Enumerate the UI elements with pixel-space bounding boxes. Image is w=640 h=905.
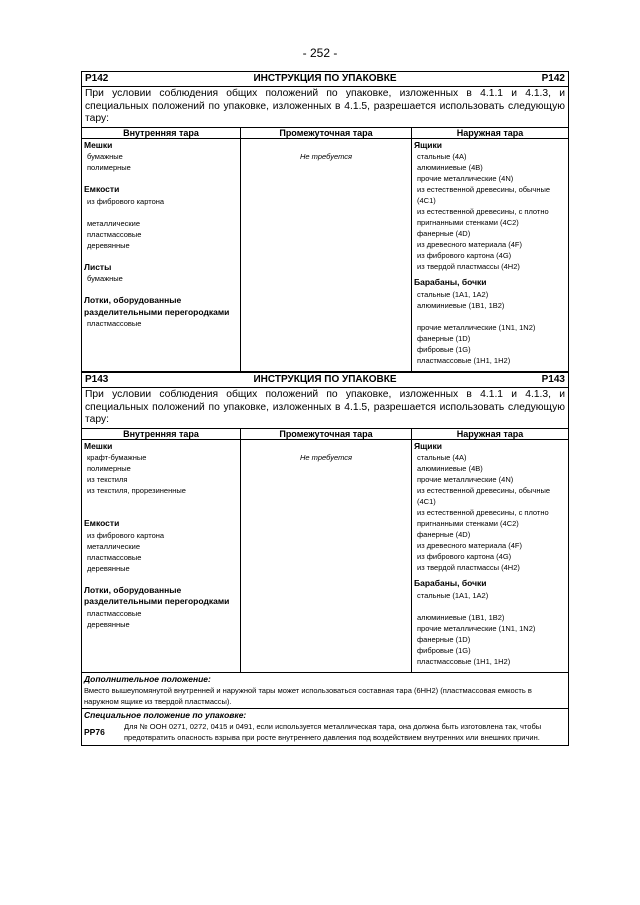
p142-outer-drums: Барабаны, бочки: [414, 277, 487, 287]
list-item: прочие металлические (4N): [417, 174, 514, 183]
page-number: - 252 -: [302, 46, 338, 60]
list-item: из естественной древесины, обычные (4C1): [417, 486, 551, 506]
p142-title: ИНСТРУКЦИЯ ПО УПАКОВКЕ: [253, 73, 397, 84]
list-item: фанерные (4D): [417, 530, 471, 539]
list-item: из естественной древесины, с плотно: [417, 207, 549, 216]
list-item: прочие металлические (1N1, 1N2): [417, 322, 536, 332]
list-item: фибровые (1G): [417, 344, 471, 354]
list-item: пластмассовые (1H1, 1H2): [417, 656, 511, 666]
list-item: пластмассовые: [87, 552, 142, 562]
list-item: из древесного материала (4F): [417, 541, 522, 550]
packing-instruction-p142: [81, 71, 569, 372]
p142-inner-trays-line1: Лотки, оборудованные: [84, 295, 182, 305]
list-item: из фибрового картона (4G): [417, 552, 512, 561]
list-item: металлические: [87, 541, 141, 551]
list-item: пластмассовые: [87, 608, 142, 618]
p142-col-outer-header: Наружная тара: [412, 128, 568, 139]
p143-intermediate-not-required: Не требуется: [300, 452, 352, 462]
p142-inner-column: [82, 139, 241, 371]
p142-outer-column: [412, 139, 568, 371]
packing-instruction-p143: [81, 372, 569, 746]
p142-intro: При условии соблюдения общих положений по упаковке, изложенных в 4.1.1 и 4.1.3, и специальных положений по упаковке, изложенных в 4.1.5, разрешается использовать следующую тару:: [82, 87, 568, 128]
list-item: из фибрового картона: [87, 530, 165, 540]
p143-special-provision: [82, 708, 568, 745]
list-item: пластмассовые: [87, 229, 142, 239]
list-item: пластмассовые: [87, 319, 142, 328]
p143-header: [82, 373, 568, 388]
p143-outer-drums: Барабаны, бочки: [414, 578, 487, 588]
p142-table: [82, 128, 568, 371]
list-item: прочие металлические (1N1, 1N2): [417, 623, 536, 633]
p142-header: [82, 72, 568, 87]
p142-intermediate-not-required: Не требуется: [300, 151, 352, 161]
p143-outer-boxes: Ящики: [414, 440, 442, 451]
list-item: пластмассовые (1H1, 1H2): [417, 355, 511, 365]
p143-col-intermediate-header: Промежуточная тара: [241, 429, 412, 440]
list-item: прочие металлические (4N): [417, 475, 514, 484]
list-item: алюминиевые (1B1, 1B2): [417, 300, 505, 310]
p143-col-outer-header: Наружная тара: [412, 429, 568, 440]
list-item: фанерные (1D): [417, 634, 471, 644]
p143-code-right: P143: [541, 374, 565, 385]
p143-inner-column: [82, 440, 241, 672]
list-item: алюминиевые (4B): [417, 464, 483, 473]
p143-table: [82, 429, 568, 672]
p143-additional-provision: [82, 672, 568, 708]
p142-outer-boxes: Ящики: [414, 139, 442, 150]
list-item: стальные (4A): [417, 453, 467, 462]
p143-special-code: PP76: [84, 726, 105, 737]
p143-special-text: Для № ООН 0271, 0272, 0415 и 0491, если используется металлическая тара, она должна быть изготовлена так, чтобы предотвратить опасность взрыва при росте внутреннего давления под воздействием внутренних или внешних причин.: [124, 721, 542, 742]
list-item: из естественной древесины, обычные (4C1): [417, 185, 551, 205]
list-item: полимерные: [87, 464, 131, 473]
p142-code-right: P142: [541, 73, 565, 84]
list-item: стальные (1A1, 1A2): [417, 289, 489, 299]
p143-special-title: Специальное положение по упаковке:: [84, 709, 247, 720]
list-item: стальные (4A): [417, 152, 467, 161]
list-item: металлические: [87, 218, 141, 228]
list-item: фанерные (4D): [417, 229, 471, 238]
list-item: алюминиевые (4B): [417, 163, 483, 172]
list-item: полимерные: [87, 163, 131, 172]
list-item: из текстиля: [87, 475, 128, 484]
list-item: из фибрового картона (4G): [417, 251, 512, 260]
p142-code-left: P142: [85, 73, 109, 84]
p143-inner-trays-line1: Лотки, оборудованные: [84, 584, 182, 595]
p143-inner-receptacles: Емкости: [84, 518, 120, 528]
p143-outer-column: [412, 440, 568, 672]
list-item: деревянные: [87, 563, 130, 573]
p143-code-left: P143: [85, 374, 109, 385]
p143-additional-text: Вместо вышеупомянутой внутренней и наружной тары может использоваться составная тара (6HH2) (пластмассовая емкость в наружном ящике из твердой пластмассы).: [84, 685, 532, 706]
p143-inner-bags: Мешки: [84, 440, 113, 451]
p143-title: ИНСТРУКЦИЯ ПО УПАКОВКЕ: [253, 374, 397, 385]
list-item: пригнанными стенками (4C2): [417, 218, 519, 227]
list-item: из фибрового картона: [87, 196, 165, 206]
p142-inner-sheets: Листы: [84, 261, 112, 272]
p142-inner-bags: Мешки: [84, 139, 113, 150]
p143-col-inner-header: Внутренняя тара: [82, 429, 241, 440]
list-item: пригнанными стенками (4C2): [417, 519, 519, 528]
list-item: бумажные: [87, 274, 123, 283]
list-item: стальные (1A1, 1A2): [417, 590, 489, 600]
list-item: крафт-бумажные: [87, 453, 147, 462]
p143-special-row: [84, 721, 566, 743]
p143-inner-trays-line2: разделительными перегородками: [84, 596, 230, 606]
p142-intermediate-column: [241, 139, 412, 371]
p143-intro: При условии соблюдения общих положений по упаковке, изложенных в 4.1.1 и 4.1.3, и специальных положений по упаковке, изложенных в 4.1.5, разрешается использовать следующую тару:: [82, 388, 568, 429]
list-item: из древесного материала (4F): [417, 240, 522, 249]
p142-col-inner-header: Внутренняя тара: [82, 128, 241, 139]
list-item: деревянные: [87, 240, 130, 250]
p142-inner-receptacles: Емкости: [84, 184, 120, 194]
p143-intermediate-column: [241, 440, 412, 672]
p143-additional-title: Дополнительное положение:: [84, 673, 211, 684]
list-item: бумажные: [87, 152, 123, 161]
list-item: деревянные: [87, 619, 130, 629]
p142-col-intermediate-header: Промежуточная тара: [241, 128, 412, 139]
list-item: фибровые (1G): [417, 645, 471, 655]
list-item: из текстиля, прорезиненные: [87, 486, 186, 495]
list-item: алюминиевые (1B1, 1B2): [417, 612, 505, 622]
list-item: фанерные (1D): [417, 333, 471, 343]
list-item: из твердой пластмассы (4H2): [417, 563, 520, 572]
p142-inner-trays-line2: разделительными перегородками: [84, 306, 230, 317]
list-item: из естественной древесины, с плотно: [417, 508, 549, 517]
list-item: из твердой пластмассы (4H2): [417, 262, 520, 271]
